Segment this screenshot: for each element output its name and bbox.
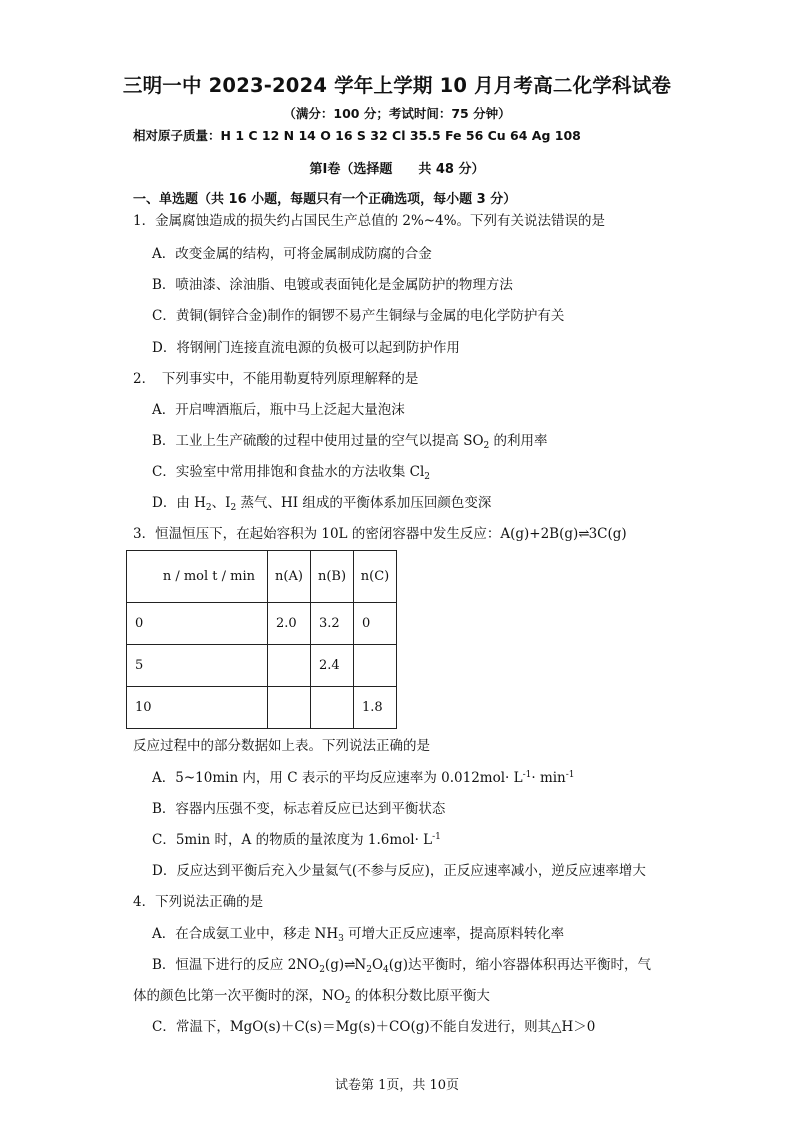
table-header-cell: n(B) [311, 551, 354, 603]
q2-stem: 2． 下列事实中，不能用勒夏特列原理解释的是 [133, 371, 419, 387]
q2-option-c: C．实验室中常用排饱和食盐水的方法收集 $Cl_2$ [152, 464, 431, 482]
part-title: 第Ⅰ卷（选择题 共 48 分） [309, 162, 485, 177]
q2-option-a: A．开启啤酒瓶后，瓶中马上泛起大量泡沫 [152, 402, 405, 418]
q4-option-b: B．恒温下进行的反应 $2NO_2(g)\rightleftharpoons N_2O_4(g)$达平衡时，缩小容器体积再达平衡时，气 [152, 957, 651, 975]
q3-option-b: B．容器内压强不变，标志着反应已达到平衡状态 [152, 801, 446, 817]
q4-option-a: A．在合成氨工业中，移走 $NH_3$ 可增大正反应速率，提高原料转化率 [152, 926, 565, 944]
table-cell: 2.0 [268, 603, 311, 645]
q3-after-table: 反应过程中的部分数据如上表。下列说法正确的是 [133, 738, 430, 754]
q3-option-a: A．5~10min 内，用 C 表示的平均反应速率为 $0.012mol\cdot L^{-1}\cdot \min^{-1}$ [152, 770, 575, 786]
table-cell: 2.4 [311, 645, 354, 687]
table-row [127, 687, 397, 729]
table-cell: 1.8 [354, 687, 397, 729]
q4-stem: 4．下列说法正确的是 [133, 894, 264, 910]
exam-subtitle: （满分：100 分；考试时间：75 分钟） [283, 106, 511, 121]
table-header-cell: n(A) [268, 551, 311, 603]
table-cell: 5 [127, 645, 268, 687]
table-cell [354, 645, 397, 687]
q3-stem: 3．恒温恒压下，在起始容积为 10L 的密闭容器中发生反应：A(g)+2B(g)⇌3C(g) [133, 526, 627, 542]
q3-equation: A(g)+2B(g)⇌3C(g) [500, 526, 627, 542]
q4-option-b-continued: 体的颜色比第一次平衡时的深，$NO_2$ 的体积分数比原平衡大 [133, 988, 490, 1006]
table-cell: 0 [127, 603, 268, 645]
table-row [127, 645, 397, 687]
table-cell [311, 687, 354, 729]
atomic-masses: 相对原子质量：H 1 C 12 N 14 O 16 S 32 Cl 35.5 Fe 56 Cu 64 Ag 108 [133, 128, 581, 143]
table-cell: 0 [354, 603, 397, 645]
table-cell: 10 [127, 687, 268, 729]
q2-option-b: B．工业上生产硫酸的过程中使用过量的空气以提高 $SO_2$ 的利用率 [152, 433, 548, 451]
q2-option-d: D．由 $H_2$、$I_2$ 蒸气、HI 组成的平衡体系加压回颜色变深 [152, 495, 492, 513]
table-row [127, 603, 397, 645]
q3-data-table [126, 550, 397, 729]
q3-option-d: D．反应达到平衡后充入少量氦气(不参与反应)，正反应速率减小，逆反应速率增大 [152, 863, 646, 879]
exam-title: 三明一中 2023-2024 学年上学期 10 月月考高二化学科试卷 [122, 74, 672, 97]
section-title: 一、单选题（共 16 小题，每题只有一个正确选项，每小题 3 分） [133, 192, 517, 207]
table-cell [268, 645, 311, 687]
table-header-cell: n(C) [354, 551, 397, 603]
table-cell [268, 687, 311, 729]
q1-option-a: A．改变金属的结构，可将金属制成防腐的合金 [152, 246, 432, 262]
table-header-cell: n / mol t / min [127, 551, 268, 603]
table-header-row [127, 551, 397, 603]
table-cell: 3.2 [311, 603, 354, 645]
q3-option-c: C．5min 时，A 的物质的量浓度为 $1.6mol\cdot L^{-1}$ [152, 832, 441, 848]
q4-option-c: C．常温下，MgO(s)＋C(s)＝Mg(s)＋CO(g)不能自发进行，则其△H＞0 [152, 1019, 596, 1035]
q1-option-b: B．喷油漆、涂油脂、电镀或表面钝化是金属防护的物理方法 [152, 277, 513, 293]
q1-option-c: C．黄铜(铜锌合金)制作的铜锣不易产生铜绿与金属的电化学防护有关 [152, 308, 565, 324]
q1-stem: 1．金属腐蚀造成的损失约占国民生产总值的 2%~4%。下列有关说法错误的是 [133, 213, 606, 229]
q1-option-d: D．将钢闸门连接直流电源的负极可以起到防护作用 [152, 340, 460, 356]
page-footer: 试卷第 1页，共 10页 [334, 1078, 460, 1093]
